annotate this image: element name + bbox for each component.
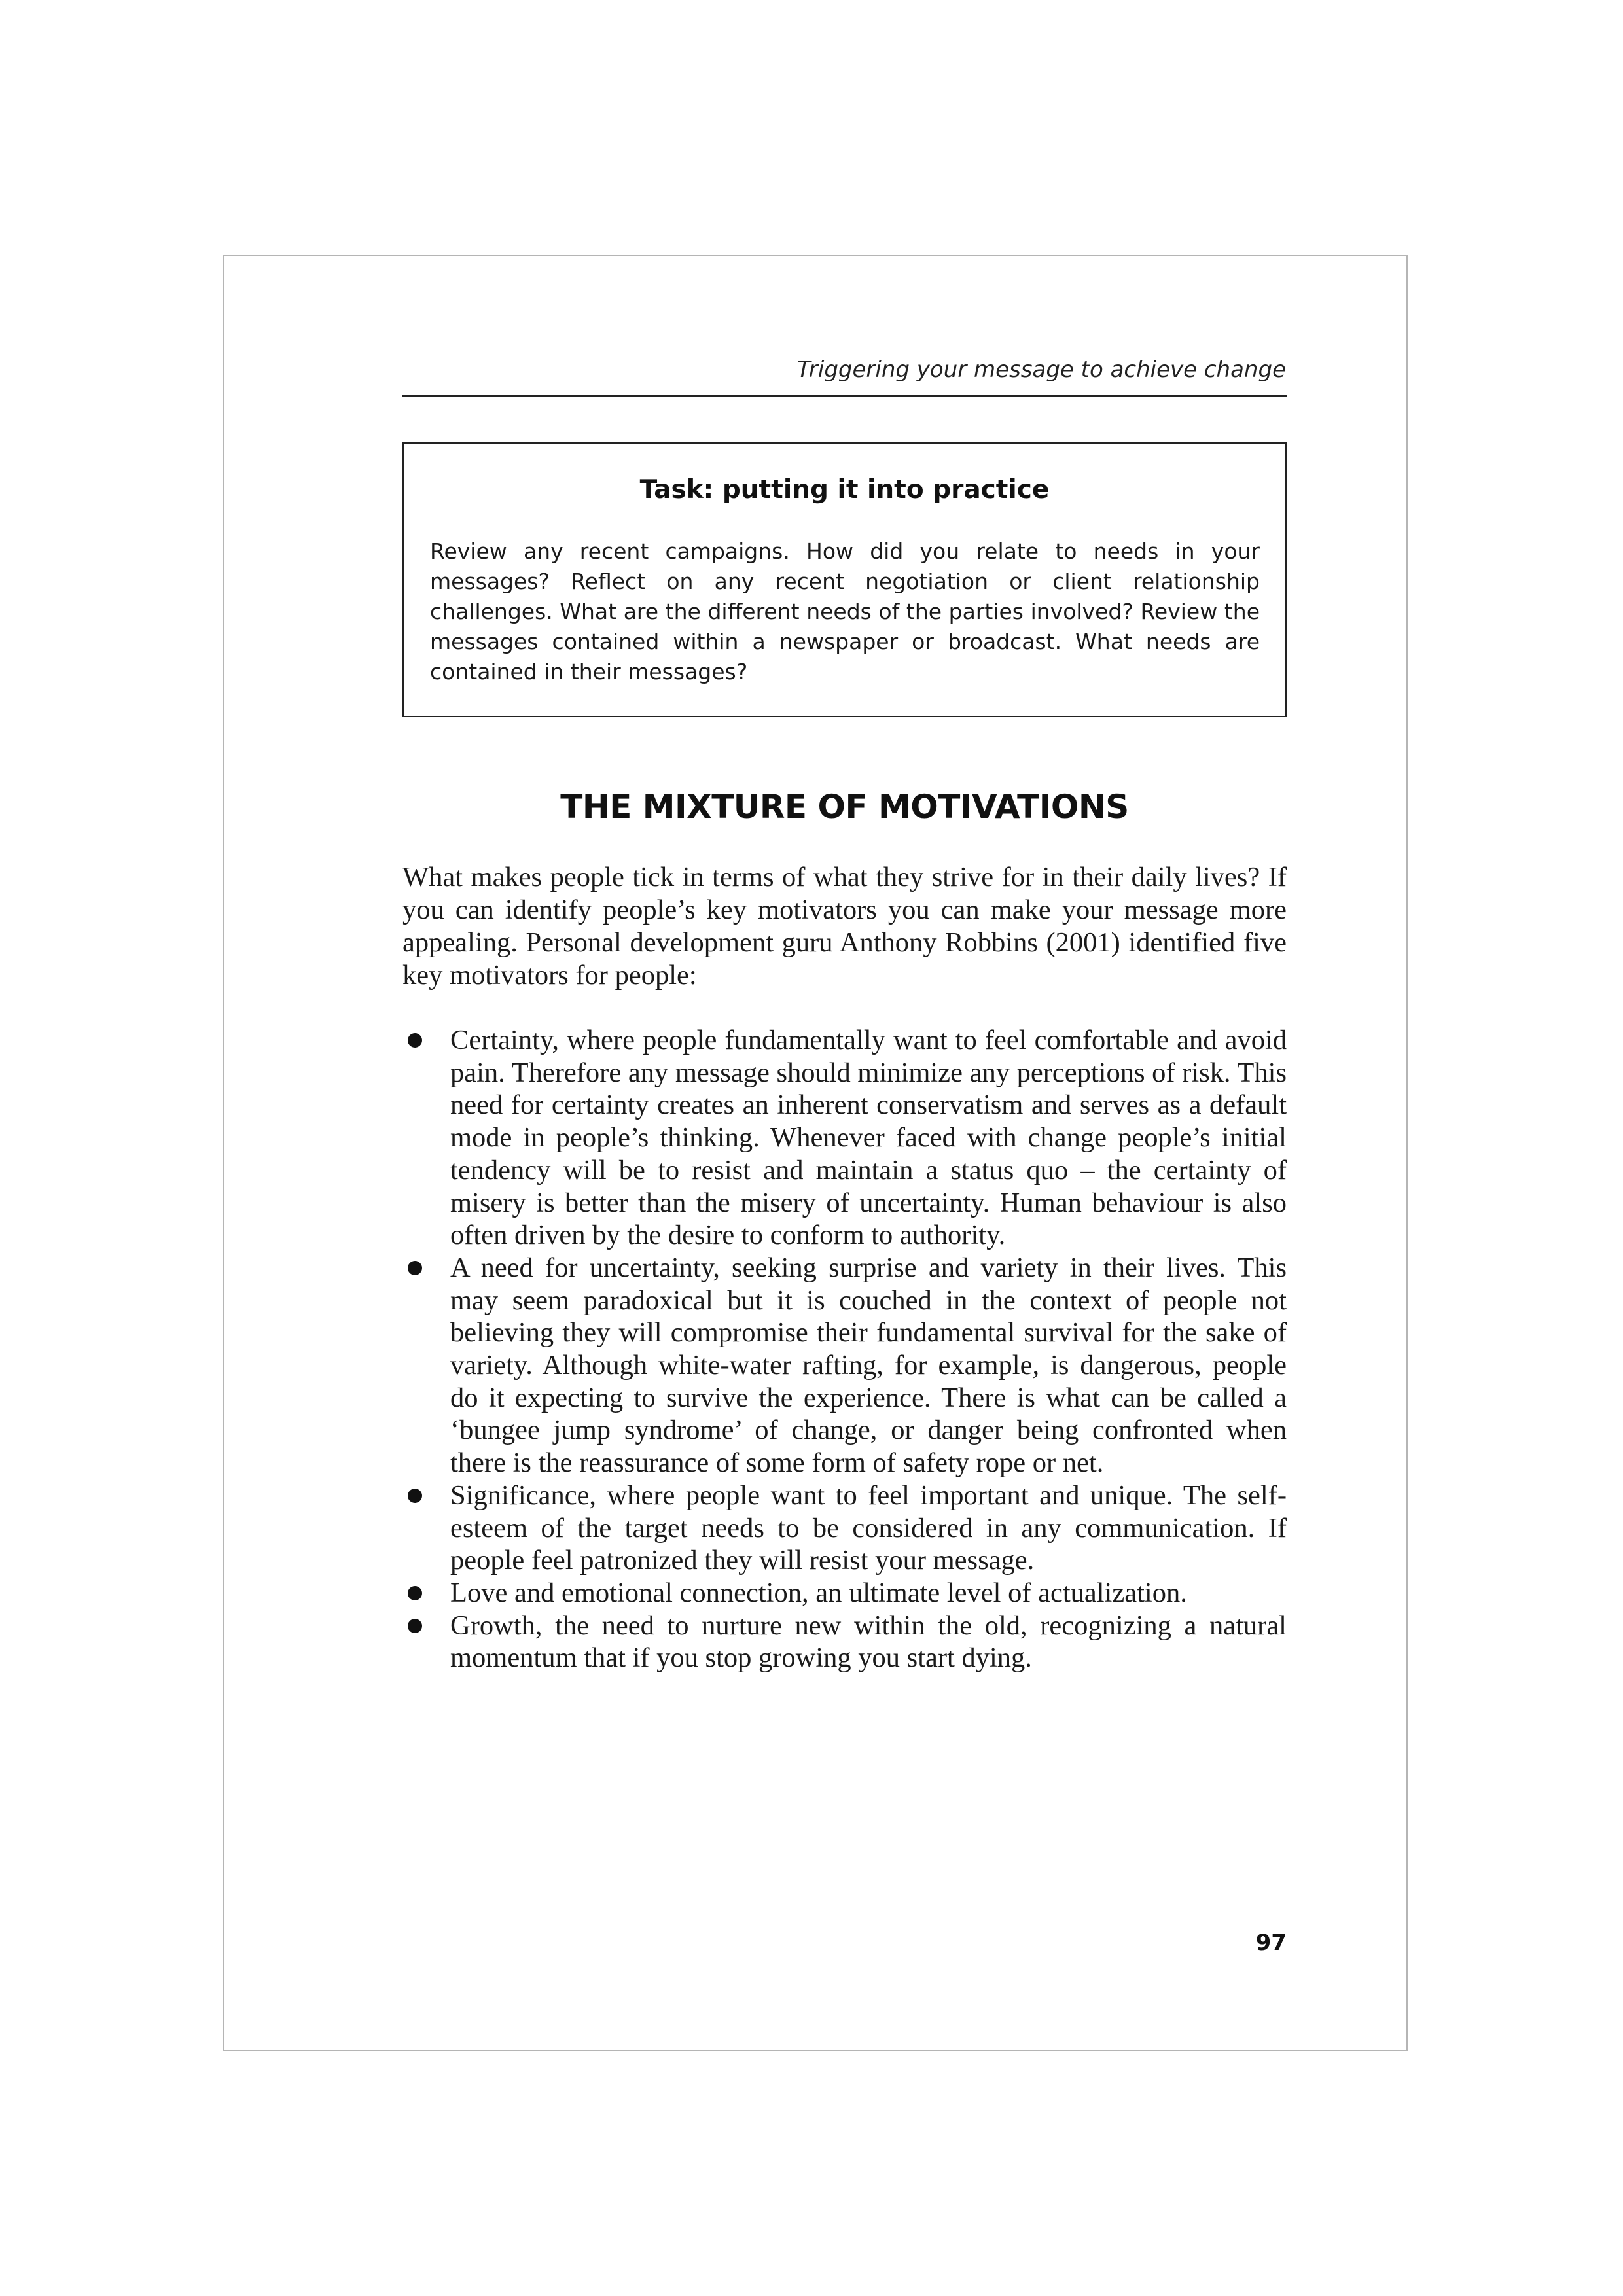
bullet-icon [408,1033,422,1048]
list-item [402,1252,1287,1479]
bullet-icon [408,1261,422,1275]
list-item [402,1610,1287,1674]
list-item-text: Love and emotional connection, an ultimate level of actualization. [450,1577,1187,1608]
header-rule [402,395,1287,397]
list-item-text: Certainty, where people fundamentally want to feel comfortable and avoid pain. Therefore any message should minimize any perceptions of risk. This need for certainty creates an inherent conservatism and serves as a default mode in people’s thinking. Whenever faced with change people’s initial tendency will be to resist and maintain a status quo – the certainty of misery is better than the misery of uncertainty. Human behaviour is also often driven by the desire to conform to authority. [450,1025,1287,1251]
motivators-list [402,1024,1287,1674]
bullet-icon [408,1489,422,1503]
list-item-text: Significance, where people want to feel important and unique. The self-esteem of the target needs to be considered in any communication. If people feel patronized they will resist your message. [450,1479,1287,1576]
section-heading: THE MIXTURE OF MOTIVATIONS [560,788,1129,826]
task-box-text: Review any recent campaigns. How did you relate to needs in your messages? Reflect on any recent negotiation or client relationship challenges. What are the different needs of the parties involved? Review the messages contained within a newspaper or broadcast. What needs are contained in their messages? [430,539,1260,684]
list-item-text: Growth, the need to nurture new within the old, recognizing a natural momentum that if you stop growing you start dying. [450,1610,1287,1674]
bullet-icon [408,1619,422,1633]
list-item [402,1577,1287,1610]
task-box [402,442,1287,717]
list-item [402,1479,1287,1577]
task-box-title: Task: putting it into practice [639,475,1050,504]
bullet-icon [408,1586,422,1600]
list-item [402,1024,1287,1252]
list-item-text: A need for uncertainty, seeking surprise and variety in their lives. This may seem paradoxical but it is couched in the context of people not believing they will compromise their fundamental survival for the sake of variety. Although white-water rafting, for example, is dangerous, people do it expecting to survive the experience. There is what can be called a ‘bungee jump syndrome’ of change, or danger being confronted when there is the reassurance of some form of safety rope or net. [450,1252,1287,1479]
page-number: 97 [1255,1930,1287,1956]
intro-paragraph: What makes people tick in terms of what they strive for in their daily lives? If you can identify people’s key motivators you can make your message more appealing. Personal development guru Anthony Robbins (2001) identified five key motivators for people: [402,862,1287,991]
running-head: Triggering your message to achieve change [796,357,1286,383]
